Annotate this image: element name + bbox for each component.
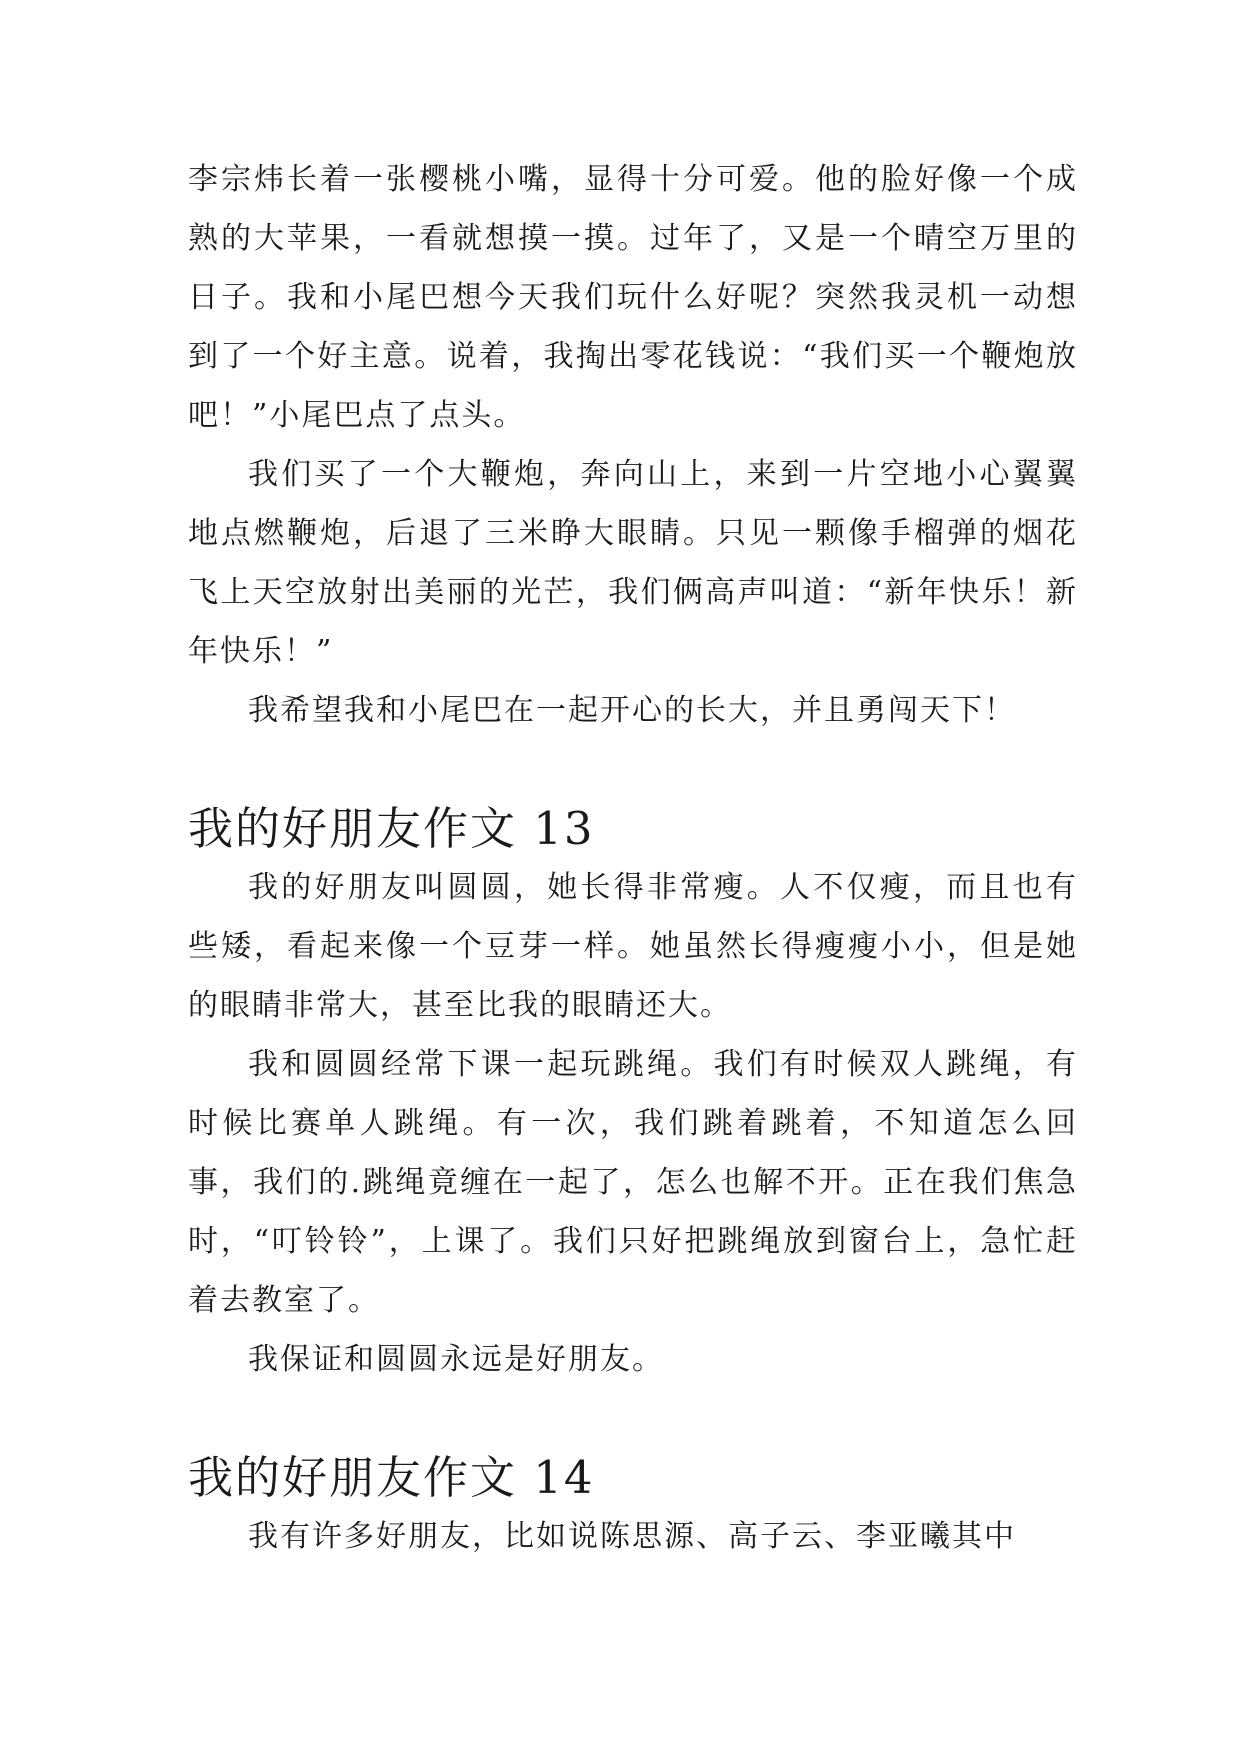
paragraph: 我们买了一个大鞭炮，奔向山上，来到一片空地小心翼翼地点燃鞭炮，后退了三米睁大眼睛。只见一颗像手榴弹的烟花飞上天空放射出美丽的光芒，我们俩高声叫道：“新年快乐！新年快乐！” — [188, 457, 1078, 669]
essay-title-13: 我的好朋友作文 13 — [188, 802, 595, 855]
essay-title-14: 我的好朋友作文 14 — [188, 1451, 595, 1504]
paragraph: 我的好朋友叫圆圆，她长得非常瘦。人不仅瘦，而且也有些矮，看起来像一个豆芽一样。她虽然长得瘦瘦小小，但是她的眼睛非常大，甚至比我的眼睛还大。 — [188, 870, 1078, 1023]
paragraph: 我希望我和小尾巴在一起开心的长大，并且勇闯天下！ — [248, 693, 1016, 728]
section-spacer — [188, 1389, 1078, 1448]
paragraph: 李宗炜长着一张樱桃小嘴，显得十分可爱。他的脸好像一个成熟的大苹果，一看就想摸一摸。过年了，又是一个晴空万里的日子。我和小尾巴想今天我们玩什么好呢？突然我灵机一动想到了一个好主意。说着，我掏出零花钱说：“我们买一个鞭炮放吧！”小尾巴点了点头。 — [188, 162, 1078, 433]
section-spacer — [188, 740, 1078, 799]
paragraph: 我保证和圆圆永远是好朋友。 — [248, 1342, 664, 1377]
essay-text — [188, 150, 1078, 1566]
paragraph: 我有许多好朋友，比如说陈思源、高子云、李亚曦其中 — [248, 1519, 1016, 1554]
paragraph: 我和圆圆经常下课一起玩跳绳。我们有时候双人跳绳，有时候比赛单人跳绳。有一次，我们跳着跳着，不知道怎么回事，我们的.跳绳竟缠在一起了，怎么也解不开。正在我们焦急时，“叮铃铃”，上课了。我们只好把跳绳放到窗台上，急忙赶着去教室了。 — [188, 1047, 1078, 1318]
